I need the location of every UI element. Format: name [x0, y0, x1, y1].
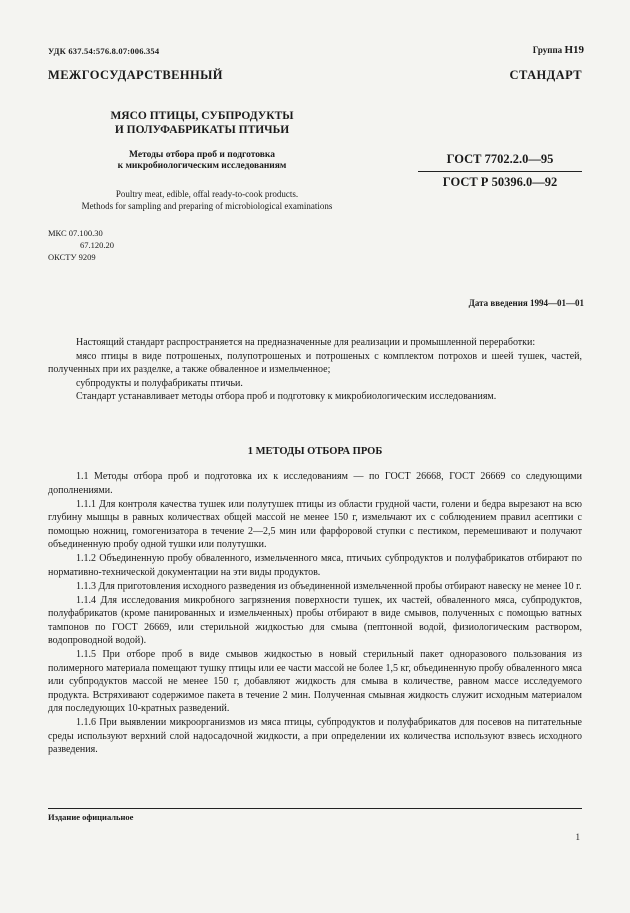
document-subtitle — [48, 150, 356, 172]
clause-1-1-3: 1.1.3 Для приготовления исходного разведения из объединенной измельченной пробы отбирают навеску не менее 10 г. — [76, 580, 582, 592]
clause-1-1-5: 1.1.5 При отборе проб в виде смывов жидкостью в новый стерильный пакет одноразового пользования из полимерного материала помещают тушку птицы или ее части массой не более 1,5 кг, объединенную пробу обваленного мяса или субпродуктов массой не менее 150 г, добавляют жидкость для смыва в количестве, равном массе исследуемого продукта. Встряхивают содержимое пакета в течение 2 мин. Полученная смывная жидкость служит исходным материалом для последующих 10-кратных разведений. — [48, 649, 582, 714]
english-title-line-2: Methods for sampling and preparing of microbiological examinations — [81, 201, 333, 211]
clause-1-1-1: 1.1.1 Для контроля качества тушек или полутушек птицы из области грудной части, голени и бедра вырезают на всю глубину мышцы в равных количествах общей массой не менее 150 г, измельчают их с соблюдением правил асептики с помощью ножниц, гомогенизатора в течение 2—2,5 мин или фарфоровой ступки с пестиком, перемешивают и получают объединенную пробу одной тушки или полутушки. — [48, 498, 582, 550]
english-title — [48, 188, 366, 212]
subtitle-line-2: к микробиологическим исследованиям — [117, 161, 287, 171]
okstu-code: ОКСТУ 9209 — [48, 252, 96, 262]
mks-code-2: 67.120.20 — [80, 240, 114, 250]
gost-code-2: ГОСТ Р 50396.0—92 — [442, 175, 558, 189]
gost-divider — [418, 171, 582, 172]
group-number: Н19 — [564, 44, 584, 56]
section-1-title: 1 МЕТОДЫ ОТБОРА ПРОБ — [247, 446, 383, 457]
group-code — [533, 44, 584, 56]
title-line-2: И ПОЛУФАБРИКАТЫ ПТИЧЬИ — [114, 123, 290, 136]
group-label: Группа — [532, 45, 563, 55]
mks-code-1: МКС 07.100.30 — [48, 228, 103, 238]
classification-codes — [48, 227, 114, 263]
intro-paragraph: Стандарт устанавливает методы отбора проб и подготовку к микробиологическим исследованиям. — [76, 391, 497, 402]
intro-paragraph: мясо птицы в виде потрошеных, полупотрошеных и потрошеных с комплектом потрохов и шеей тушек, частей, полученных при их разделке, а также обваленное и измельченное; — [48, 350, 582, 375]
page-number: 1 — [575, 832, 580, 842]
clause-1-1-6: 1.1.6 При выявлении микроорганизмов из мяса птицы, субпродуктов и полуфабрикатов для посевов на питательные среды используют верхний слой надосадочной жидкости, а при определении их количества используют взвесь исходного разведения. — [48, 717, 582, 755]
clause-1-1-2: 1.1.2 Объединенную пробу обваленного, измельченного мяса, птичьих субпродуктов и полуфабрикатов отбирают по нормативно-технической документации на эти виды продуктов. — [48, 553, 582, 578]
clause-1-1-4: 1.1.4 Для исследования микробного загрязнения поверхности тушек, их частей, обваленного мяса, субпродуктов, полуфабрикатов (кроме панированных и измельченных) пробы отбирают в виде смывов, полученных с помощью ватных тампонов по ГОСТ 26669, или стерильной жидкостью для смыва (пептонной водой, физиологическим раствором, водопроводной водой). — [48, 594, 582, 646]
gost-code-1: ГОСТ 7702.2.0—95 — [446, 152, 554, 166]
introduction-date: Дата введения 1994—01—01 — [468, 298, 584, 308]
edition-label: Издание официальное — [48, 812, 134, 822]
english-title-line-1: Poultry meat, edible, offal ready-to-cook products. — [115, 189, 299, 199]
footer-divider — [48, 808, 582, 809]
document-title — [48, 110, 356, 137]
standard-type-heading: МЕЖГОСУДАРСТВЕННЫЙ СТАНДАРТ — [48, 68, 582, 82]
gost-codes — [418, 150, 582, 193]
introduction-text — [48, 336, 582, 404]
udk-code: УДК 637.54:576.8.07:006.354 — [48, 46, 160, 56]
intro-paragraph: Настоящий стандарт распространяется на предназначенные для реализации и промышленной переработки: — [76, 337, 536, 348]
intro-paragraph: субпродукты и полуфабрикаты птичьи. — [76, 377, 243, 389]
subtitle-line-1: Методы отбора проб и подготовка — [129, 150, 275, 160]
title-line-1: МЯСО ПТИЦЫ, СУБПРОДУКТЫ — [110, 110, 294, 122]
section-1-text — [48, 470, 582, 757]
clause-1-1: 1.1 Методы отбора проб и подготовка их к исследованиям — по ГОСТ 26668, ГОСТ 26669 со следующими дополнениями. — [48, 471, 582, 496]
